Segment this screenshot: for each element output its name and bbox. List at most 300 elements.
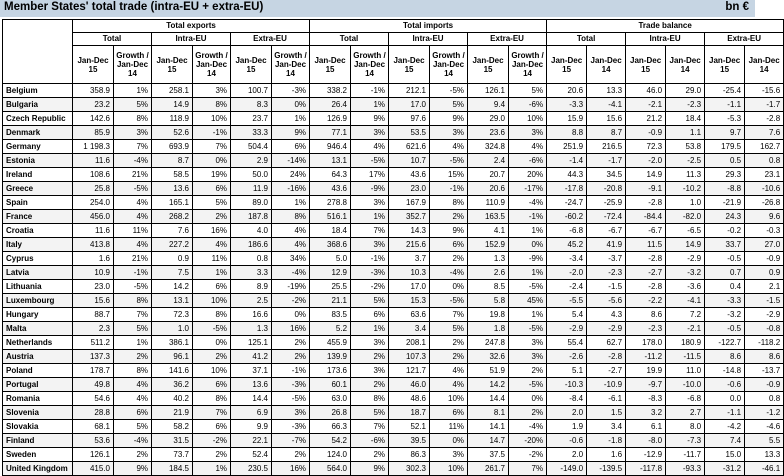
table-cell: 9% [430, 224, 468, 238]
table-cell: 97.6 [389, 112, 430, 126]
table-cell: -5% [114, 182, 152, 196]
table-cell: -2.3 [587, 266, 626, 280]
table-cell: -6% [509, 154, 547, 168]
table-cell: -1.1 [705, 98, 745, 112]
table-cell: -82.0 [666, 210, 705, 224]
table-cell: 5.1 [547, 364, 587, 378]
table-cell: -93.3 [666, 462, 705, 476]
table-cell: 946.4 [310, 140, 351, 154]
table-cell: 45% [509, 294, 547, 308]
table-cell: 13.1 [310, 154, 351, 168]
table-cell: 1.6 [73, 252, 114, 266]
table-cell: 14.7 [468, 434, 509, 448]
table-cell: -5% [509, 378, 547, 392]
table-cell: 4.1 [468, 224, 509, 238]
table-cell: -9.7 [626, 378, 666, 392]
table-cell: 72.3 [626, 140, 666, 154]
table-cell: 8.9 [231, 280, 272, 294]
table-cell: 4% [430, 140, 468, 154]
table-cell: 4% [351, 140, 389, 154]
table-cell: 10.7 [389, 154, 430, 168]
table-cell: -4% [509, 420, 547, 434]
table-body [3, 84, 784, 476]
table-cell: 352.7 [389, 210, 430, 224]
column-label-jan-dec-15: Jan-Dec 15 [705, 46, 745, 84]
unit-label: bn € [725, 1, 749, 13]
table-cell: 6% [114, 406, 152, 420]
table-cell: 1.3 [231, 322, 272, 336]
column-label-jan-dec-15: Jan-Dec 15 [626, 46, 666, 84]
table-cell: 0% [272, 98, 310, 112]
table-cell: 1.1 [666, 126, 705, 140]
table-cell: 53.5 [389, 126, 430, 140]
table-cell: 3.4 [389, 322, 430, 336]
subgroup-balance-extra: Extra-EU [705, 33, 784, 46]
column-label-jan-dec-15: Jan-Dec 15 [468, 46, 509, 84]
table-cell: -2.4 [547, 280, 587, 294]
table-cell: -11.7 [666, 448, 705, 462]
table-cell: -5% [114, 280, 152, 294]
table-cell: -2.8 [745, 112, 784, 126]
table-cell: -10.2 [666, 182, 705, 196]
table-cell: -2.8 [626, 280, 666, 294]
table-cell: 2% [430, 210, 468, 224]
table-cell: 4.3 [587, 308, 626, 322]
table-cell: 18.7 [389, 406, 430, 420]
column-label-jan-dec-14: Jan-Dec 14 [666, 46, 705, 84]
table-cell: 11% [430, 420, 468, 434]
subgroup-imports-intra: Intra-EU [389, 33, 468, 46]
table-cell: 9.9 [231, 420, 272, 434]
table-cell: 17.0 [389, 280, 430, 294]
page-title: Member States' total trade (intra-EU + extra-EU) [4, 1, 264, 13]
table-cell: 215.6 [389, 238, 430, 252]
column-label-jan-dec-15: Jan-Dec 15 [389, 46, 430, 84]
table-row [3, 280, 784, 294]
table-cell: -5% [509, 322, 547, 336]
table-row [3, 252, 784, 266]
table-row [3, 448, 784, 462]
table-row [3, 420, 784, 434]
table-row [3, 238, 784, 252]
table-cell: 3% [430, 126, 468, 140]
table-cell: 5% [509, 84, 547, 98]
table-row [3, 84, 784, 98]
table-cell: -1.1 [705, 406, 745, 420]
table-cell: 17% [351, 168, 389, 182]
table-cell: 13.1 [152, 294, 193, 308]
table-cell: 7% [114, 308, 152, 322]
table-cell: 0.9 [745, 266, 784, 280]
table-cell: 216.5 [587, 140, 626, 154]
table-row [3, 168, 784, 182]
table-row [3, 364, 784, 378]
table-cell: 5.8 [468, 294, 509, 308]
column-label-growth: Growth / Jan-Dec 14 [114, 46, 152, 84]
table-cell: 11.9 [231, 182, 272, 196]
table-cell: -8.4 [547, 392, 587, 406]
table-cell: 126.9 [310, 112, 351, 126]
table-cell: 83.5 [310, 308, 351, 322]
table-row [3, 210, 784, 224]
table-cell: 3% [509, 350, 547, 364]
table-cell: -31.2 [705, 462, 745, 476]
table-cell: -72.4 [587, 210, 626, 224]
table-cell: 32.6 [468, 350, 509, 364]
table-cell: 5.5 [745, 434, 784, 448]
table-cell: 2% [193, 448, 231, 462]
table-cell: 13.6 [152, 182, 193, 196]
table-cell: -1.7 [587, 154, 626, 168]
table-cell: 4% [509, 140, 547, 154]
table-cell: 2% [509, 364, 547, 378]
column-label-growth: Growth / Jan-Dec 14 [272, 46, 310, 84]
table-cell: 26.8 [310, 406, 351, 420]
table-cell: 251.9 [547, 140, 587, 154]
table-cell: -3% [351, 266, 389, 280]
table-cell: 358.9 [73, 84, 114, 98]
table-cell: 54.6 [73, 392, 114, 406]
country-name: Cyprus [3, 252, 73, 266]
table-cell: 254.0 [73, 196, 114, 210]
table-row [3, 406, 784, 420]
table-cell: -3.4 [547, 252, 587, 266]
table-cell: 8.5 [468, 280, 509, 294]
table-cell: 33.7 [705, 238, 745, 252]
table-cell: 1.0 [666, 196, 705, 210]
table-cell: 9% [351, 462, 389, 476]
table-cell: 14.9 [626, 168, 666, 182]
table-cell: 3% [193, 84, 231, 98]
table-cell: -10.0 [666, 378, 705, 392]
country-name: United Kingdom [3, 462, 73, 476]
table-cell: 118.9 [152, 112, 193, 126]
table-cell: 53.8 [666, 140, 705, 154]
table-cell: 5.4 [547, 308, 587, 322]
table-cell: -0.3 [745, 224, 784, 238]
table-cell: 165.1 [152, 196, 193, 210]
table-cell: 124.0 [310, 448, 351, 462]
table-cell: -19% [272, 280, 310, 294]
table-cell: -2.0 [547, 266, 587, 280]
table-cell: 186.6 [231, 238, 272, 252]
table-cell: 2% [114, 448, 152, 462]
table-cell: -2.9 [547, 322, 587, 336]
table-cell: -2.1 [626, 98, 666, 112]
table-cell: 4% [272, 238, 310, 252]
table-cell: 11% [114, 224, 152, 238]
table-row [3, 182, 784, 196]
table-cell: -8.8 [705, 182, 745, 196]
table-cell: 2% [509, 406, 547, 420]
header-bar [0, 0, 755, 17]
table-cell: 413.8 [73, 238, 114, 252]
table-cell: 21.2 [626, 112, 666, 126]
table-cell: 230.5 [231, 462, 272, 476]
country-name: Italy [3, 238, 73, 252]
table-cell: -5.5 [547, 294, 587, 308]
table-cell: 107.3 [389, 350, 430, 364]
subgroup-imports-extra: Extra-EU [468, 33, 547, 46]
table-cell: -1% [509, 210, 547, 224]
table-cell: 2% [193, 350, 231, 364]
table-cell: 23.0 [389, 182, 430, 196]
table-cell: -3.6 [666, 280, 705, 294]
table-cell: -25.9 [587, 196, 626, 210]
table-cell: 15.9 [547, 112, 587, 126]
table-cell: 25.8 [73, 182, 114, 196]
table-cell: 6% [351, 308, 389, 322]
table-cell: 41.2 [231, 350, 272, 364]
table-cell: 0.8 [745, 392, 784, 406]
table-cell: -122.7 [705, 336, 745, 350]
table-cell: 10.3 [389, 266, 430, 280]
table-cell: 2.5 [231, 294, 272, 308]
table-cell: 86.3 [389, 448, 430, 462]
table-cell: 1.5 [587, 406, 626, 420]
table-cell: 8% [272, 210, 310, 224]
table-cell: 48.6 [389, 392, 430, 406]
table-cell: 3% [272, 406, 310, 420]
table-cell: -5% [509, 280, 547, 294]
table-cell: -6% [351, 434, 389, 448]
table-cell: 3% [351, 126, 389, 140]
table-cell: -117.8 [626, 462, 666, 476]
table-cell: 7% [193, 140, 231, 154]
table-cell: 46.0 [626, 84, 666, 98]
table-cell: 6.9 [231, 406, 272, 420]
table-cell: 0% [272, 308, 310, 322]
column-label-growth: Growth / Jan-Dec 14 [509, 46, 547, 84]
group-header-balance: Trade balance [547, 20, 784, 33]
table-cell: 6% [272, 140, 310, 154]
table-cell: -4.6 [745, 420, 784, 434]
table-cell: 40.2 [152, 392, 193, 406]
table-cell: 17.0 [389, 98, 430, 112]
table-cell: 7.6 [745, 126, 784, 140]
table-row [3, 308, 784, 322]
table-cell: -10.6 [745, 182, 784, 196]
table-cell: -1% [430, 182, 468, 196]
table-cell: 13.3 [587, 84, 626, 98]
table-cell: 6% [193, 182, 231, 196]
country-name: Slovenia [3, 406, 73, 420]
table-cell: 3% [509, 126, 547, 140]
table-cell: 1% [509, 308, 547, 322]
table-cell: 9.4 [468, 98, 509, 112]
table-cell: 58.5 [152, 168, 193, 182]
table-cell: 258.1 [152, 84, 193, 98]
table-cell: -2.7 [587, 364, 626, 378]
table-cell: 368.6 [310, 238, 351, 252]
table-row [3, 434, 784, 448]
table-cell: 302.3 [389, 462, 430, 476]
table-cell: 8.8 [547, 126, 587, 140]
table-cell: 5.2 [310, 322, 351, 336]
table-cell: -13.7 [745, 364, 784, 378]
table-cell: 4% [430, 378, 468, 392]
table-cell: 1% [193, 266, 231, 280]
table-cell: 2.0 [547, 406, 587, 420]
table-cell: 33.3 [231, 126, 272, 140]
table-cell: 0% [509, 238, 547, 252]
table-cell: 2.4 [468, 154, 509, 168]
column-label-jan-dec-14: Jan-Dec 14 [587, 46, 626, 84]
table-cell: 456.0 [73, 210, 114, 224]
table-cell: 9.7 [705, 126, 745, 140]
table-cell: -10.9 [587, 378, 626, 392]
table-cell: 0.4 [705, 280, 745, 294]
table-cell: -11.5 [666, 350, 705, 364]
table-cell: 23.2 [73, 98, 114, 112]
table-cell: 11% [193, 252, 231, 266]
trade-table [2, 19, 784, 476]
column-label-row [3, 46, 784, 84]
country-name: Denmark [3, 126, 73, 140]
table-cell: -4.2 [705, 420, 745, 434]
table-cell: 5% [351, 406, 389, 420]
table-cell: -8.0 [626, 434, 666, 448]
table-cell: 100.7 [231, 84, 272, 98]
subgroup-exports-total: Total [73, 33, 152, 46]
table-cell: 10.9 [73, 266, 114, 280]
group-header-imports: Total imports [310, 20, 547, 33]
table-cell: 4% [272, 224, 310, 238]
table-row [3, 350, 784, 364]
table-cell: 15.0 [705, 448, 745, 462]
table-cell: 15.6 [73, 294, 114, 308]
table-cell: 64.3 [310, 168, 351, 182]
table-cell: 53.6 [73, 434, 114, 448]
table-cell: 21% [114, 168, 152, 182]
table-cell: -6.7 [626, 224, 666, 238]
table-cell: 126.1 [73, 448, 114, 462]
table-cell: 9.6 [745, 210, 784, 224]
table-cell: 60.1 [310, 378, 351, 392]
table-cell: -46.1 [745, 462, 784, 476]
table-cell: 15.3 [389, 294, 430, 308]
table-cell: 8% [114, 364, 152, 378]
table-cell: 8.6 [745, 350, 784, 364]
table-cell: 77.1 [310, 126, 351, 140]
table-cell: 179.5 [705, 140, 745, 154]
table-cell: -2.0 [626, 154, 666, 168]
table-cell: 66.3 [310, 420, 351, 434]
table-cell: 25.5 [310, 280, 351, 294]
table-cell: -1.7 [745, 98, 784, 112]
table-cell: 163.5 [468, 210, 509, 224]
table-cell: -1% [193, 126, 231, 140]
table-cell: 19.9 [626, 364, 666, 378]
table-cell: 10% [193, 112, 231, 126]
table-cell: 1% [114, 336, 152, 350]
table-cell: 2% [272, 350, 310, 364]
table-cell: 268.2 [152, 210, 193, 224]
table-cell: -2.7 [626, 266, 666, 280]
table-cell: 15% [430, 168, 468, 182]
table-cell: -4% [272, 266, 310, 280]
table-cell: 34.5 [587, 168, 626, 182]
table-cell: -1.2 [745, 406, 784, 420]
table-cell: 139.9 [310, 350, 351, 364]
subgroup-balance-intra: Intra-EU [626, 33, 705, 46]
table-cell: 37.1 [231, 364, 272, 378]
table-cell: 26.4 [310, 98, 351, 112]
table-cell: 0.0 [705, 392, 745, 406]
table-row [3, 322, 784, 336]
table-cell: -2.1 [666, 322, 705, 336]
table-row [3, 98, 784, 112]
table-cell: 152.9 [468, 238, 509, 252]
table-cell: 85.9 [73, 126, 114, 140]
table-cell: 54.2 [310, 434, 351, 448]
table-cell: -20% [509, 434, 547, 448]
table-cell: 1.6 [587, 448, 626, 462]
table-row [3, 336, 784, 350]
table-cell: 6% [430, 406, 468, 420]
table-cell: 16.6 [231, 308, 272, 322]
table-cell: 4% [114, 238, 152, 252]
table-cell: 3% [351, 364, 389, 378]
column-label-jan-dec-14: Jan-Dec 14 [745, 46, 784, 84]
table-cell: -4% [509, 196, 547, 210]
table-cell: 8% [114, 112, 152, 126]
table-cell: 2% [351, 378, 389, 392]
table-cell: -2.5 [666, 154, 705, 168]
table-cell: 29.0 [468, 112, 509, 126]
table-cell: 73.7 [152, 448, 193, 462]
table-cell: 7% [351, 420, 389, 434]
table-cell: 1% [509, 224, 547, 238]
table-cell: -11.2 [626, 350, 666, 364]
table-cell: 8% [351, 392, 389, 406]
subgroup-exports-intra: Intra-EU [152, 33, 231, 46]
table-cell: -2% [272, 294, 310, 308]
table-cell: 8.1 [468, 406, 509, 420]
table-cell: -2.3 [666, 98, 705, 112]
table-cell: 1 198.3 [73, 140, 114, 154]
table-cell: -14.8 [705, 364, 745, 378]
table-cell: 16% [272, 462, 310, 476]
table-cell: 8.0 [666, 420, 705, 434]
table-cell: 0% [193, 154, 231, 168]
table-cell: 23.1 [745, 168, 784, 182]
table-cell: 13.3 [745, 448, 784, 462]
table-cell: 247.8 [468, 336, 509, 350]
table-cell: 5% [351, 294, 389, 308]
table-cell: 11.0 [666, 364, 705, 378]
table-cell: 1% [351, 322, 389, 336]
table-cell: 504.4 [231, 140, 272, 154]
country-name: Belgium [3, 84, 73, 98]
table-cell: 3% [351, 238, 389, 252]
table-cell: -9.1 [626, 182, 666, 196]
table-cell: 52.1 [389, 420, 430, 434]
table-cell: 23.6 [468, 126, 509, 140]
table-cell: -4% [430, 266, 468, 280]
table-cell: 55.4 [547, 336, 587, 350]
table-cell: -21.9 [705, 196, 745, 210]
country-name: Portugal [3, 378, 73, 392]
table-cell: 4% [193, 238, 231, 252]
table-cell: 2% [272, 448, 310, 462]
table-cell: 2% [430, 350, 468, 364]
table-cell: 7.4 [705, 434, 745, 448]
table-cell: 41.9 [587, 238, 626, 252]
table-cell: -6.8 [666, 392, 705, 406]
table-cell: 693.9 [152, 140, 193, 154]
table-cell: 10% [193, 294, 231, 308]
